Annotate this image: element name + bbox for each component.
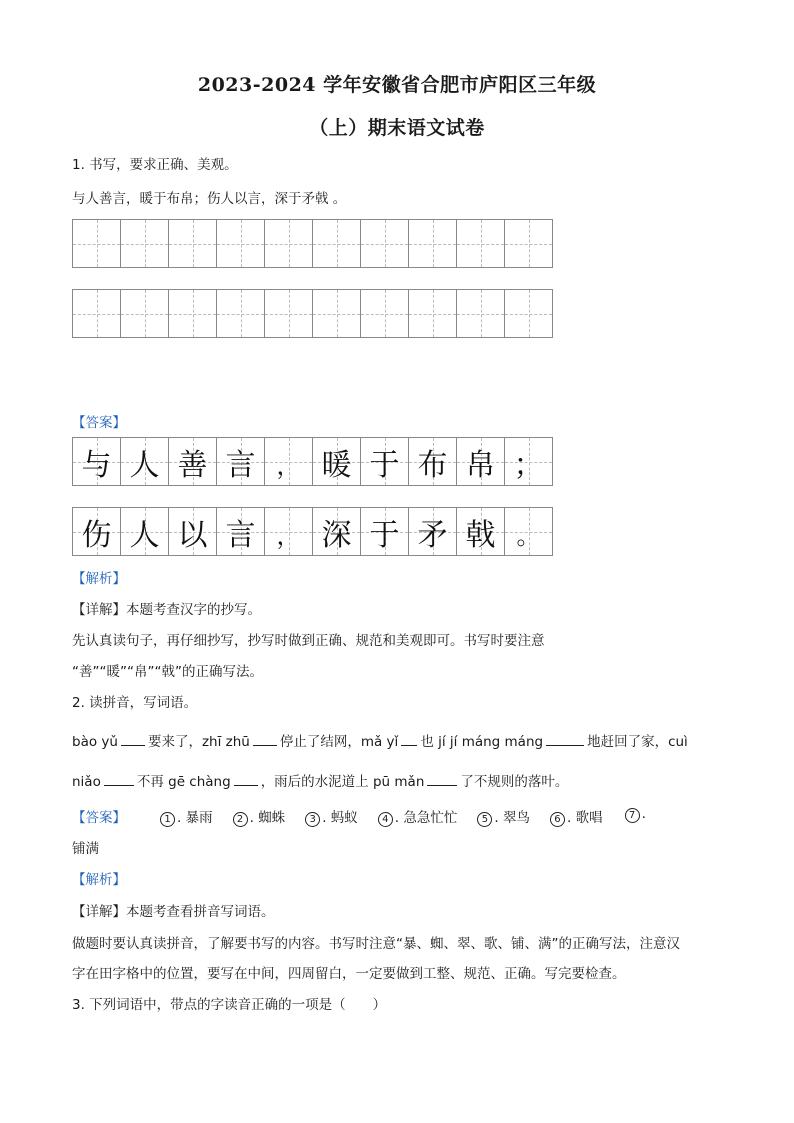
fill-blank-6[interactable] <box>234 784 258 786</box>
grid-cell <box>409 438 457 486</box>
q2-l1-part3: 也 jí jí máng máng <box>420 734 544 750</box>
q1-sentence: 与人善言，暖于布帛；伤人以言，深于矛戟 。 <box>72 191 347 207</box>
circled-number-2: 2 <box>233 812 248 827</box>
grid-cell <box>457 438 505 486</box>
answer-grid-row1 <box>72 437 553 486</box>
fill-blank-1[interactable] <box>121 744 145 746</box>
grid-cell <box>169 438 217 486</box>
grid-character: 帛 <box>465 447 496 483</box>
fill-blank-5[interactable] <box>104 784 134 786</box>
grid-cell[interactable] <box>265 290 313 338</box>
fill-blank-7[interactable] <box>427 784 457 786</box>
circled-number-7: 7 <box>625 808 640 823</box>
circled-number-4: 4 <box>378 812 393 827</box>
grid-cell <box>409 508 457 556</box>
grid-cell[interactable] <box>169 290 217 338</box>
q2-explain-1: 做题时要认真读拼音，了解要书写的内容。书写时注意“暴、蜘、翠、歌、铺、满”的正确写法，注意汉 <box>72 936 680 952</box>
grid-character: 善 <box>177 447 208 483</box>
grid-cell[interactable] <box>409 290 457 338</box>
grid-cell[interactable] <box>73 290 121 338</box>
q2-answer-tag: 【答案】 <box>72 810 126 826</box>
grid-cell[interactable] <box>313 220 361 268</box>
grid-cell <box>265 438 313 486</box>
exam-title-line1: 2023-2024 学年安徽省合肥市庐阳区三年级 <box>197 74 597 96</box>
writing-grid-empty-2 <box>72 289 553 338</box>
q2-l1-part4: 地赶回了家，cuì <box>587 734 688 750</box>
q2-pinyin-line1 <box>72 730 688 750</box>
q1-explain-2: “善”“暖”“帛”“戟”的正确写法。 <box>72 664 263 680</box>
q2-answers <box>72 806 646 827</box>
grid-cell <box>505 438 553 486</box>
q2-prompt: 2. 读拼音，写词语。 <box>72 695 198 711</box>
exam-title-line2: （上）期末语文试卷 <box>309 117 485 139</box>
grid-character: 人 <box>129 447 160 483</box>
q2-l1-part0: bào yǔ <box>72 734 118 750</box>
grid-cell[interactable] <box>409 220 457 268</box>
grid-cell[interactable] <box>121 220 169 268</box>
grid-character: 言 <box>225 447 256 483</box>
grid-cell <box>361 438 409 486</box>
circled-number-6: 6 <box>550 812 565 827</box>
grid-cell[interactable] <box>457 220 505 268</box>
answer-word-2: 蜘蛛 <box>258 810 286 826</box>
grid-character: ； <box>513 447 544 483</box>
answer-item-2: 2 . 蜘蛛 <box>233 806 286 827</box>
answer-item-4: 4 . 急急忙忙 <box>378 806 458 827</box>
grid-cell <box>505 508 553 556</box>
grid-character: 与 <box>81 447 112 483</box>
circled-number-3: 3 <box>305 812 320 827</box>
grid-cell <box>265 508 313 556</box>
answer-item-3: 3 . 蚂蚁 <box>305 806 358 827</box>
grid-cell <box>121 438 169 486</box>
grid-character: 于 <box>369 447 400 483</box>
answer-word-3: 蚂蚁 <box>330 810 358 826</box>
grid-cell <box>313 438 361 486</box>
answer-word-1: 暴雨 <box>185 810 213 826</box>
grid-character: 戟 <box>465 517 496 553</box>
writing-grid-empty-1 <box>72 219 553 268</box>
grid-cell <box>361 508 409 556</box>
grid-character: 言 <box>225 517 256 553</box>
q2-l1-part2: 停止了结网，mǎ yǐ <box>279 734 399 750</box>
grid-cell[interactable] <box>457 290 505 338</box>
grid-cell[interactable] <box>121 290 169 338</box>
grid-character: 于 <box>369 517 400 553</box>
answer-item-7: 7 . <box>625 806 646 827</box>
q1-explain-1: 先认真读句子，再仔细抄写，抄写时做到正确、规范和美观即可。书写时要注意 <box>72 633 545 649</box>
grid-cell[interactable] <box>265 220 313 268</box>
grid-cell <box>313 508 361 556</box>
grid-cell <box>73 438 121 486</box>
fill-blank-3[interactable] <box>401 744 417 746</box>
q2-detail: 【详解】本题考查看拼音写词语。 <box>72 904 275 920</box>
q2-l2-part0: niǎo <box>72 774 101 790</box>
fill-blank-2[interactable] <box>253 744 277 746</box>
grid-cell[interactable] <box>217 290 265 338</box>
grid-character: ， <box>276 522 301 550</box>
grid-cell[interactable] <box>313 290 361 338</box>
circled-number-5: 5 <box>477 812 492 827</box>
grid-character: 矛 <box>417 517 448 553</box>
grid-cell[interactable] <box>169 220 217 268</box>
answer-word-6: 歌唱 <box>575 810 603 826</box>
grid-cell[interactable] <box>505 290 553 338</box>
grid-cell <box>457 508 505 556</box>
q3-prompt: 3. 下列词语中，带点的字读音正确的一项是（ ） <box>72 997 387 1013</box>
grid-cell[interactable] <box>361 220 409 268</box>
grid-character: 布 <box>417 447 448 483</box>
q2-pinyin-line2 <box>72 770 568 790</box>
grid-character: 人 <box>129 517 160 553</box>
q2-explain-2: 字在田字格中的位置，要写在中间，四周留白，一定要做到工整、规范、正确。写完要检查。 <box>72 966 626 982</box>
grid-cell <box>217 508 265 556</box>
answer-grid-row2 <box>72 507 553 556</box>
fill-blank-4[interactable] <box>546 744 584 746</box>
answer-item-5: 5 . 翠鸟 <box>477 806 530 827</box>
grid-cell[interactable] <box>73 220 121 268</box>
answer-item-6: 6 . 歌唱 <box>550 806 603 827</box>
q1-answer-tag: 【答案】 <box>72 415 126 431</box>
grid-character: 深 <box>321 517 352 553</box>
q2-l1-part1: 要来了，zhī zhū <box>147 734 250 750</box>
grid-character: ， <box>276 452 301 480</box>
grid-cell[interactable] <box>505 220 553 268</box>
answer-word-4: 急急忙忙 <box>403 810 458 826</box>
q1-detail: 【详解】本题考查汉字的抄写。 <box>72 602 261 618</box>
grid-character: 。 <box>516 522 541 550</box>
answer-word-7: 铺满 <box>72 841 99 857</box>
circled-number-1: 1 <box>160 812 175 827</box>
q2-analysis-tag: 【解析】 <box>72 872 126 888</box>
grid-character: 以 <box>177 517 208 553</box>
grid-cell <box>217 438 265 486</box>
answer-item-1: 1 . 暴雨 <box>160 806 213 827</box>
answer-word-5: 翠鸟 <box>502 810 530 826</box>
q1-prompt: 1. 书写，要求正确、美观。 <box>72 157 238 173</box>
grid-cell[interactable] <box>361 290 409 338</box>
grid-cell <box>169 508 217 556</box>
grid-character: 伤 <box>81 517 112 553</box>
grid-cell[interactable] <box>217 220 265 268</box>
grid-character: 暖 <box>321 447 352 483</box>
grid-cell <box>73 508 121 556</box>
q2-l2-part3: 了不规则的落叶。 <box>460 774 569 790</box>
q1-analysis-tag: 【解析】 <box>72 571 126 587</box>
grid-cell <box>121 508 169 556</box>
q2-l2-part1: 不再 gē chàng <box>136 774 231 790</box>
q2-l2-part2: ，雨后的水泥道上 pū mǎn <box>260 774 425 790</box>
